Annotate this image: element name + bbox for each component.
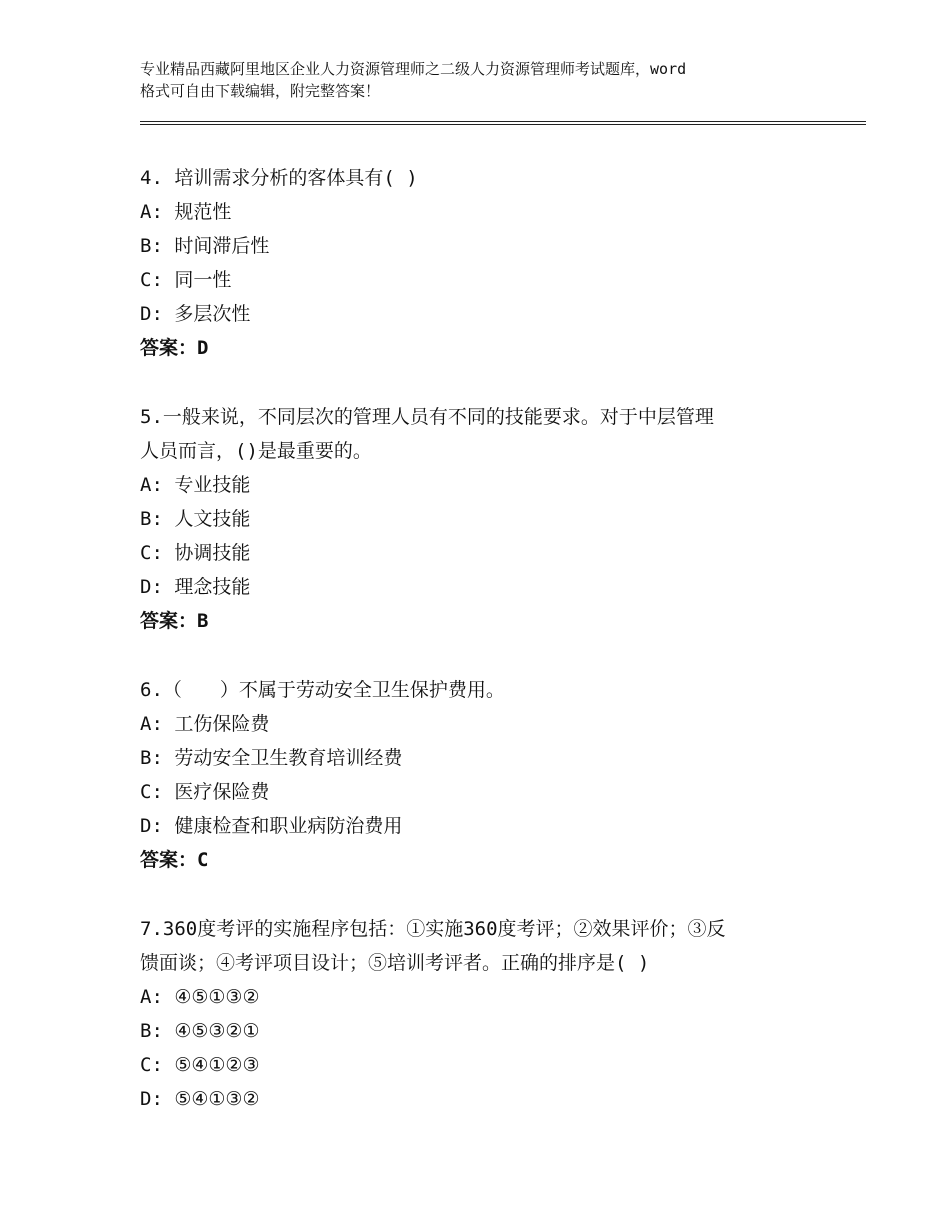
option-b: B: 人文技能: [140, 508, 251, 530]
answer-line: [140, 331, 820, 365]
answer-value: B: [197, 610, 209, 632]
answer-line: [140, 604, 820, 638]
question-stem: 6.（ ）不属于劳动安全卫生保护费用。: [140, 679, 505, 701]
answer-label: 答案：: [140, 849, 198, 871]
option-a: A: 工伤保险费: [140, 713, 270, 735]
header-line-1: 专业精品西藏阿里地区企业人力资源管理师之二级人力资源管理师考试题库，word: [140, 60, 687, 78]
question-4: [140, 161, 820, 365]
option-a: A: 规范性: [140, 201, 232, 223]
answer-value: C: [197, 849, 209, 871]
document-header: [140, 58, 830, 102]
answer-value: D: [197, 337, 209, 359]
question-stem: 4. 培训需求分析的客体具有( ): [140, 167, 418, 189]
header-divider-bottom: [140, 124, 866, 125]
question-5: [140, 400, 820, 638]
question-stem-line-1: 7.360度考评的实施程序包括：①实施360度考评；②效果评价；③反: [140, 918, 726, 940]
option-a: A: 专业技能: [140, 474, 251, 496]
question-stem-line-2: 馈面谈；④考评项目设计；⑤培训考评者。正确的排序是( ): [140, 952, 650, 974]
option-b: B: 劳动安全卫生教育培训经费: [140, 747, 403, 769]
question-stem-line-2: 人员而言，()是最重要的。: [140, 440, 372, 462]
option-c: C: 同一性: [140, 269, 232, 291]
option-b: B: ④⑤③②①: [140, 1020, 260, 1042]
option-d: D: 健康检查和职业病防治费用: [140, 815, 403, 837]
answer-line: [140, 843, 820, 877]
answer-label: 答案：: [140, 610, 198, 632]
question-stem-line-1: 5.一般来说，不同层次的管理人员有不同的技能要求。对于中层管理: [140, 406, 714, 428]
option-c: C: 协调技能: [140, 542, 251, 564]
question-7: [140, 912, 820, 1116]
option-b: B: 时间滞后性: [140, 235, 270, 257]
question-6: [140, 673, 820, 877]
option-c: C: ⑤④①②③: [140, 1054, 260, 1076]
option-d: D: 多层次性: [140, 303, 251, 325]
header-divider-top: [140, 121, 866, 122]
option-d: D: ⑤④①③②: [140, 1088, 260, 1110]
option-d: D: 理念技能: [140, 576, 251, 598]
option-c: C: 医疗保险费: [140, 781, 270, 803]
answer-label: 答案：: [140, 337, 198, 359]
option-a: A: ④⑤①③②: [140, 986, 260, 1008]
header-line-2: 格式可自由下载编辑，附完整答案！: [140, 82, 381, 100]
